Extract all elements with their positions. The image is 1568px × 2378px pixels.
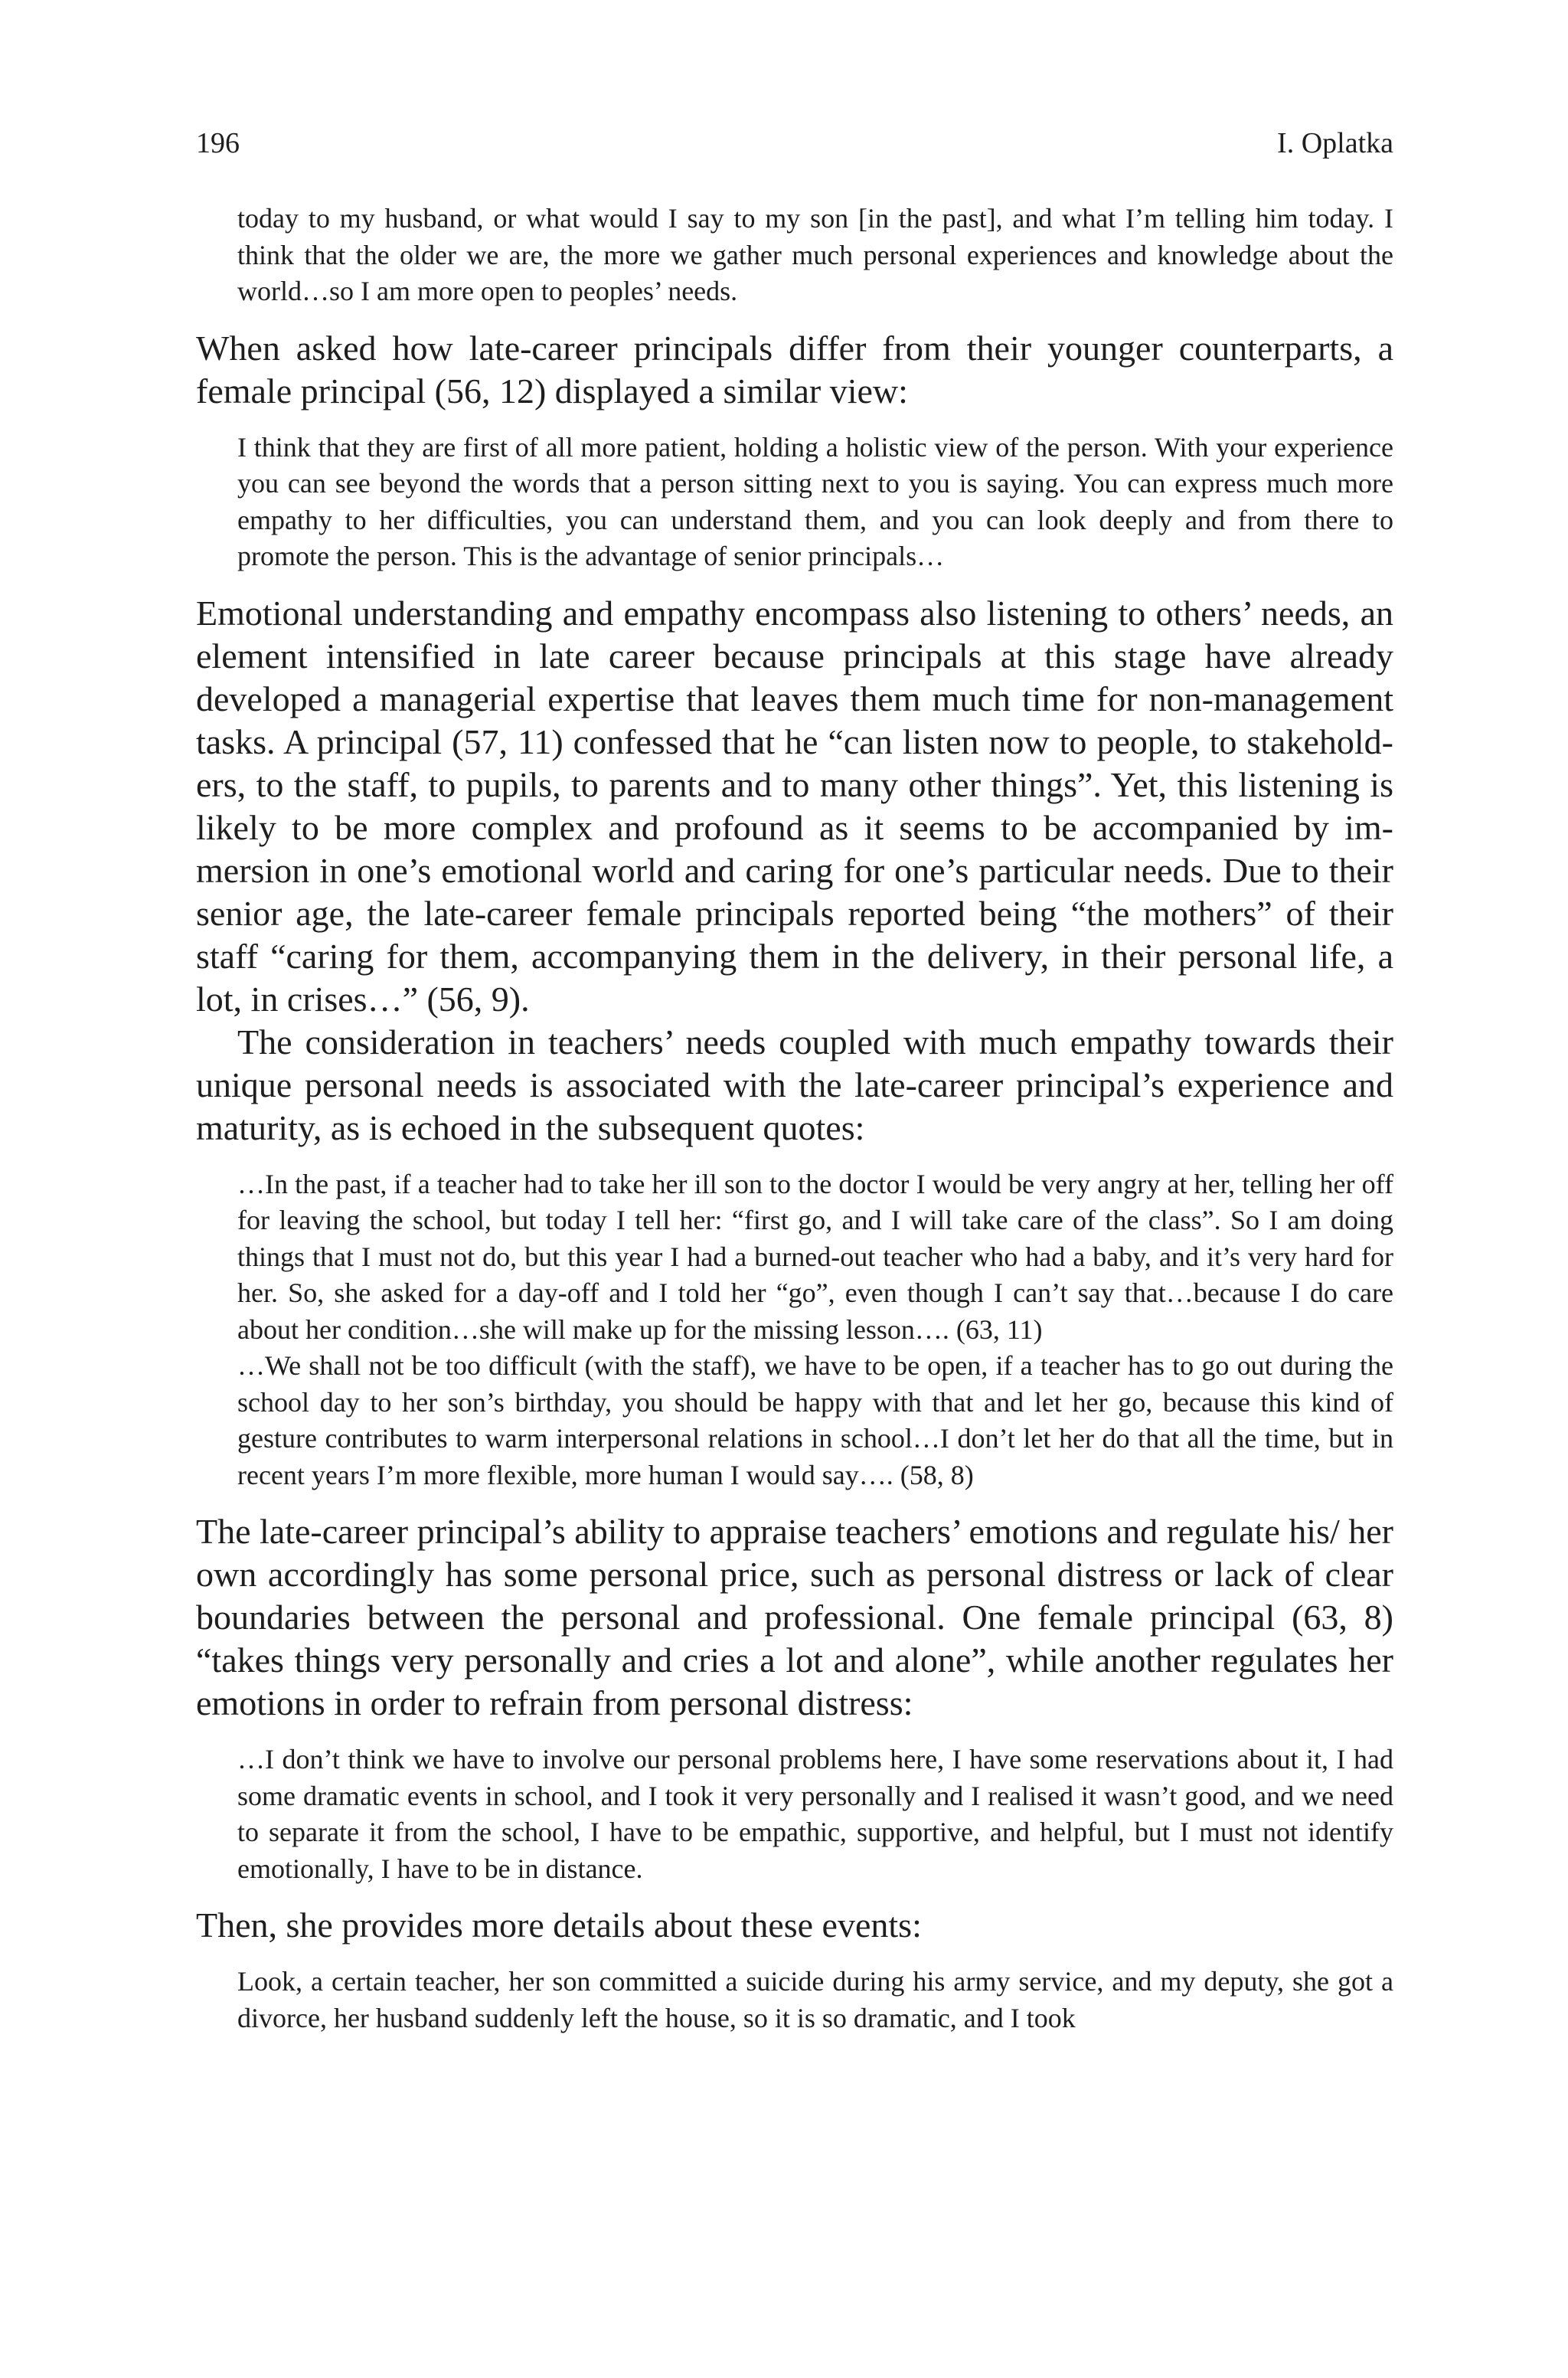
quote-text: I think that they are first of all more patient, holding a holistic view of the person. With your experience you can see beyond the words that a person sitting next to you is saying. You can express much more empathy to her difficulties, you can understand them, and you can look deeply and from there to promote the person. This is the advantage of senior principals… xyxy=(237,431,1393,571)
body-paragraph: Then, she provides more details about these events: xyxy=(196,1905,922,1945)
quote-text: Look, a certain teacher, her son committed a suicide during his army service, and my deputy, she got a divorce, her husband suddenly left the house, so it is so dramatic, and I took xyxy=(237,1966,1393,2033)
body-paragraph: Emotional understanding and empathy encompass also listening to others’ needs, an element intensified in late career because principals at this stage have already developed a managerial expertise that leaves them much time for non-management tasks. A principal (57, 11) confessed that he “can listen now to people, to stakeholders, to the staff, to pupils, to parents and to many other things”. Yet, this listening is likely to be more complex and profound as it seems to be accompanied by immersion in one’s emotional world and caring for one’s particular needs. Due to their senior age, the late-career female principals reported being “the mothers” of their staff “caring for them, accompanying them in the delivery, in their personal life, a lot, in crises…” (56, 9). xyxy=(196,593,1393,1019)
body-paragraph: The consideration in teachers’ needs coupled with much empathy towards their unique personal needs is associated with the late-career principal’s experience and maturity, as is echoed in the subsequent quotes: xyxy=(196,1022,1393,1147)
body-paragraph: The late-career principal’s ability to appraise teachers’ emotions and regulate his/ her own accordingly has some personal price, such as personal distress or lack of clear boundaries between the personal and professional. One female principal (63, 8) “takes things very personally and cries a lot and alone”, while another regulates her emotions in order to refrain from personal distress: xyxy=(196,1512,1393,1722)
quote-text: today to my husband, or what would I say to my son [in the past], and what I’m telling him today. I think that the older we are, the more we gather much personal experiences and knowledge about the world…so I am more open to peoples’ needs. xyxy=(237,203,1393,306)
block-quote xyxy=(237,1964,1393,2036)
quote-text: …I don’t think we have to involve our personal problems here, I have some reservations about it, I had some dramatic events in school, and I took it very personally and I realised it wasn’t good, and we need to separate it from the school, I have to be empathic, supportive, and helpful, but I must not identify emotionally, I have to be in distance. xyxy=(237,1744,1393,1884)
quote-text: …We shall not be too difficult (with the staff), we have to be open, if a teacher has to go out during the school day to her son’s birthday, you should be happy with that and let her go, because this kind of gesture contributes to warm interpersonal relations in school…I don’t let her do that all the time, but in recent years I’m more flexible, more human I would say…. (58, 8) xyxy=(237,1350,1393,1490)
block-quote xyxy=(237,430,1393,575)
quote-text: …In the past, if a teacher had to take her ill son to the doctor I would be very angry at her, telling her off for leaving the school, but today I tell her: “first go, and I will take care of the class”. So I am doing things that I must not do, but this year I had a burned-out teacher who had a baby, and it’s very hard for her. So, she asked for a day-off and I told her “go”, even though I can’t say that…because I do care about her condition…she will make up for the missing lesson…. (63, 11) xyxy=(237,1168,1393,1345)
running-header xyxy=(196,124,1393,162)
page-number: 196 xyxy=(196,127,240,159)
page-content xyxy=(196,201,1393,2036)
body-paragraph: When asked how late-career principals differ from their younger counterparts, a female principal (56, 12) displayed a similar view: xyxy=(196,328,1393,411)
block-quote xyxy=(237,1742,1393,1887)
running-author: I. Oplatka xyxy=(1277,127,1393,159)
block-quote xyxy=(237,1166,1393,1494)
block-quote xyxy=(237,201,1393,310)
